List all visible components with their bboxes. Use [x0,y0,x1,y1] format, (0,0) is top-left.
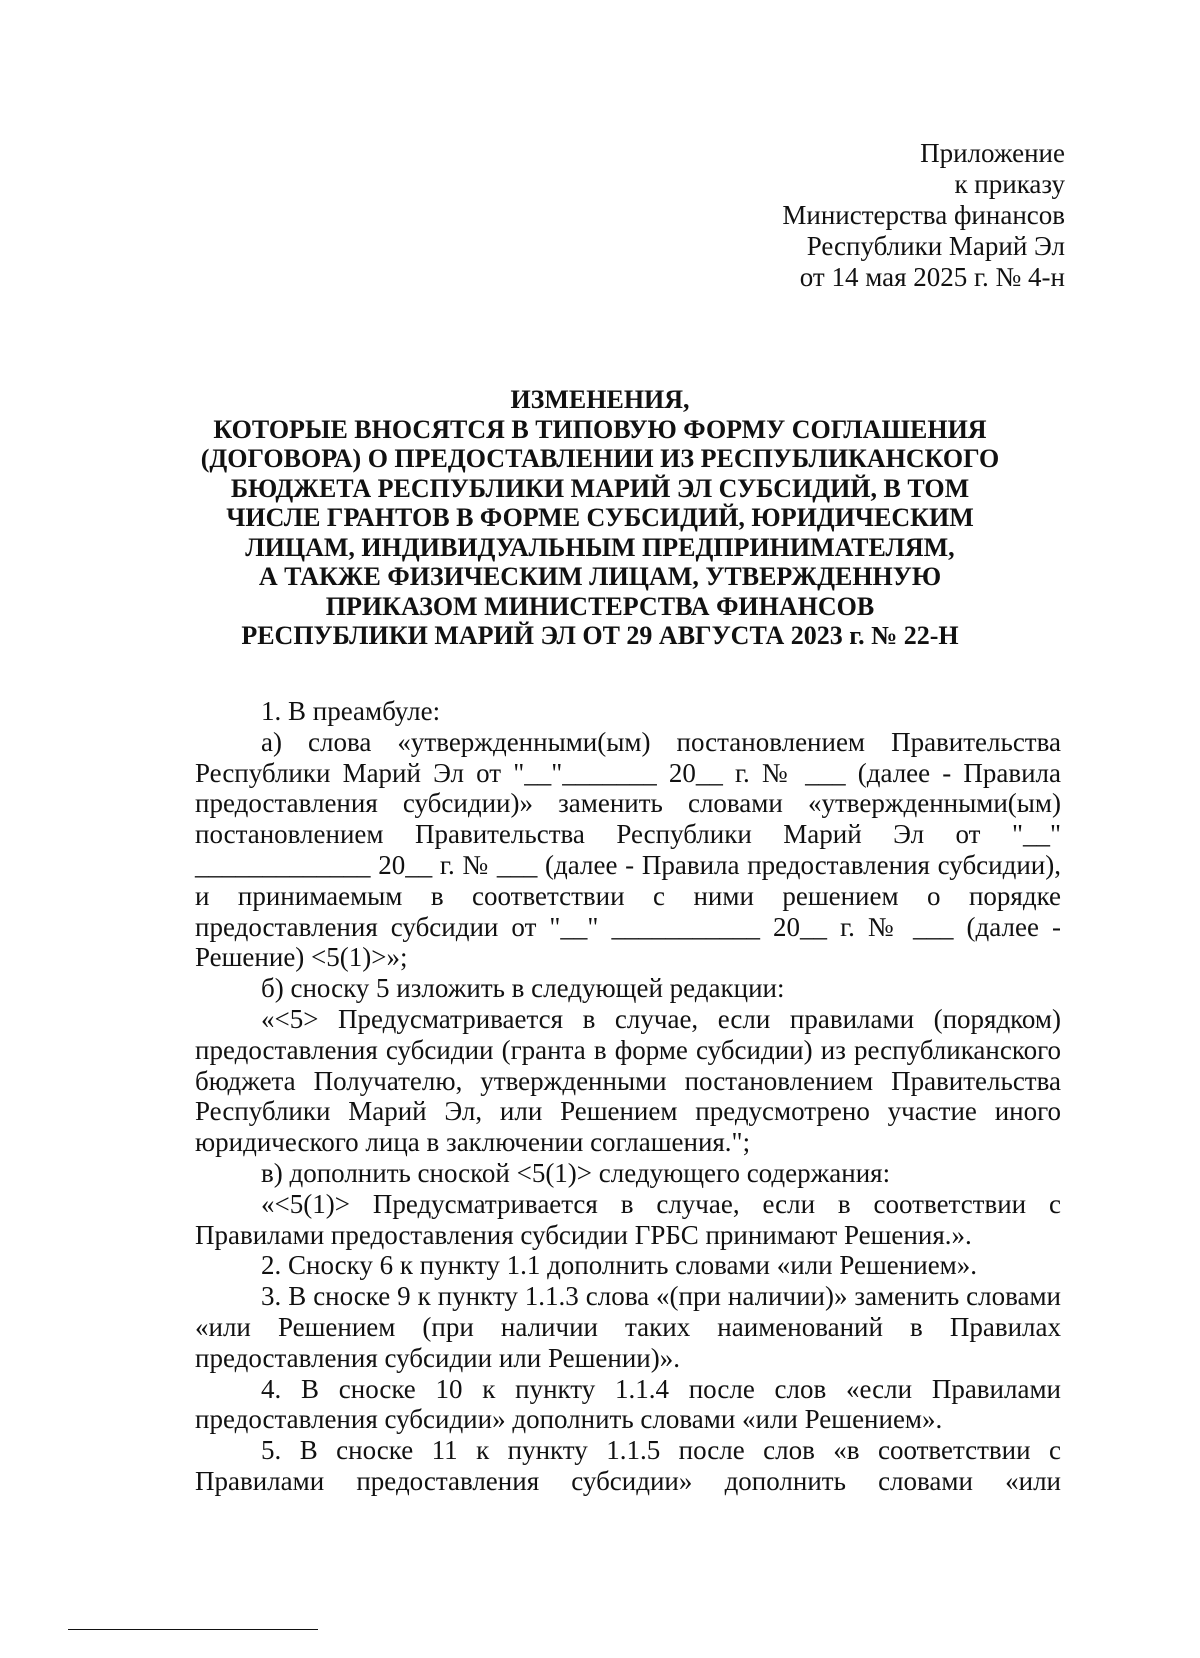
title-line: КОТОРЫЕ ВНОСЯТСЯ В ТИПОВУЮ ФОРМУ СОГЛАШЕНИЯ [213,414,987,444]
document-title [150,385,1050,651]
paragraph-1a: а) слова «утвержденными(ым) постановлением Правительства Республики Марий Эл от "__"_______ 20__ г. № ___ (далее - Правила предоставления субсидии)» заменить словами «утвержденными(ым) постановлением Правительства Республики Марий Эл от "__" _____________ 20__ г. № ___ (далее - Правила предоставления субсидии), и принимаемым в соответствии с ними решением о порядке предоставления субсидии от "__" ___________ 20__ г. № ___ (далее - Решение) <5(1)>»; [195,726,1061,973]
paragraph-5: 5. В сноске 11 к пункту 1.1.5 после слов «в соответствии с Правилами предоставления субсидии» дополнить словами «или [195,1435,1061,1496]
appendix-line: Республики Марий Эл [806,231,1065,261]
title-line: ЛИЦАМ, ИНДИВИДУАЛЬНЫМ ПРЕДПРИНИМАТЕЛЯМ, [245,532,955,562]
paragraph-4: 4. В сноске 10 к пункту 1.1.4 после слов «если Правилами предоставления субсидии» дополнить словами «или Решением». [195,1373,1061,1435]
paragraph-1b-quote: «<5> Предусматривается в случае, если правилами (порядком) предоставления субсидии (гранта в форме субсидии) из республиканского бюджета Получателю, утвержденными постановлением Правительства Республики Марий Эл, или Решением предусмотрено участие иного юридического лица в заключении соглашения."; [195,1003,1061,1158]
footnote-separator [68,1629,318,1630]
paragraph-2: 2. Сноску 6 к пункту 1.1 дополнить словами «или Решением». [261,1250,978,1281]
paragraph-3: 3. В сноске 9 к пункту 1.1.3 слова «(при наличии)» заменить словами «или Решением (при наличии таких наименований в Правилах предоставления субсидии или Решении)». [195,1281,1061,1373]
appendix-line: Министерства финансов [782,200,1065,230]
title-line: ПРИКАЗОМ МИНИСТЕРСТВА ФИНАНСОВ [325,591,875,621]
title-line: ЧИСЛЕ ГРАНТОВ В ФОРМЕ СУБСИДИЙ, ЮРИДИЧЕСКИМ [226,503,974,532]
appendix-line: к приказу [954,169,1065,199]
document-body [195,696,1061,1497]
appendix-line: от 14 мая 2025 г. № 4-н [799,262,1065,292]
paragraph-1: 1. В преамбуле: [261,696,441,726]
title-line: РЕСПУБЛИКИ МАРИЙ ЭЛ ОТ 29 АВГУСТА 2023 г. № 22-Н [241,621,959,650]
appendix-header [782,138,1065,293]
title-line: ИЗМЕНЕНИЯ, [510,385,690,414]
title-line: БЮДЖЕТА РЕСПУБЛИКИ МАРИЙ ЭЛ СУБСИДИЙ, В ТОМ [230,473,970,503]
title-line: А ТАКЖЕ ФИЗИЧЕСКИМ ЛИЦАМ, УТВЕРЖДЕННУЮ [258,562,942,591]
paragraph-1v-quote: «<5(1)> Предусматривается в случае, если в соответствии с Правилами предоставления субсидии ГРБС принимают Решения.». [195,1188,1061,1250]
paragraph-1b: б) сноску 5 изложить в следующей редакции: [261,973,785,1004]
paragraph-1v: в) дополнить сноской <5(1)> следующего содержания: [261,1157,891,1188]
appendix-line: Приложение [920,138,1065,168]
title-line: (ДОГОВОРА) О ПРЕДОСТАВЛЕНИИ ИЗ РЕСПУБЛИКАНСКОГО [200,444,1000,473]
